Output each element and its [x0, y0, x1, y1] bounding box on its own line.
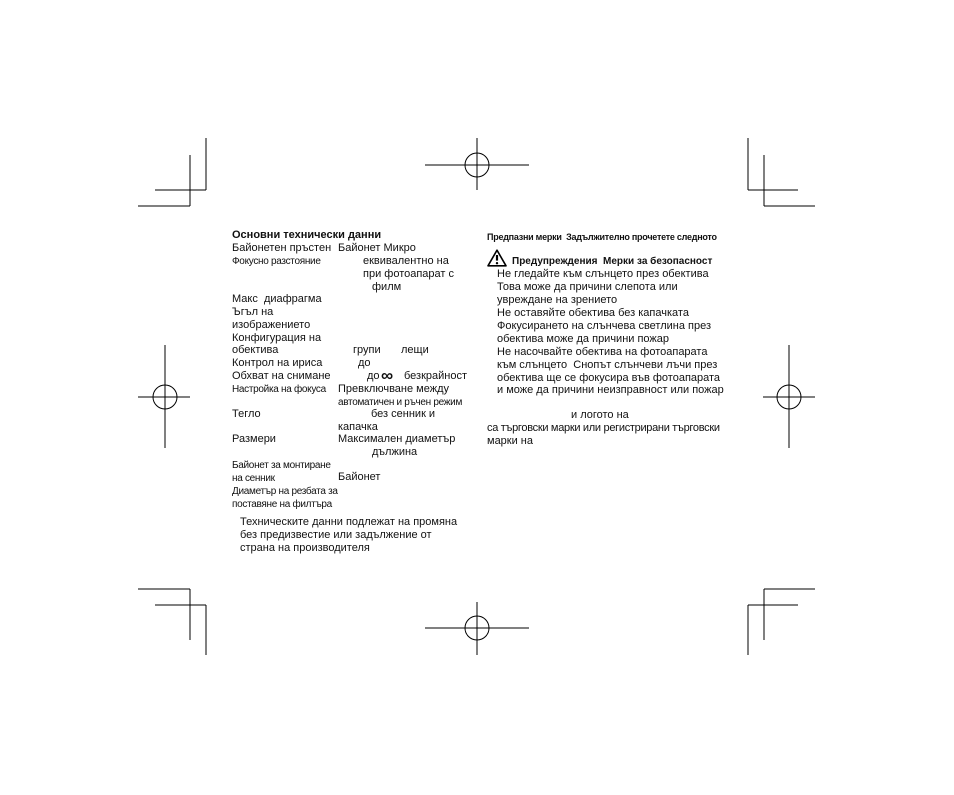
spec-label-weight: Тегло	[232, 408, 261, 420]
precaution-line: обектива ще се фокусира във фотоапарата	[497, 372, 721, 384]
warning-title: Предупреждения Мерки за безопасност	[512, 256, 713, 267]
spec-value-lens-groups: групи	[353, 344, 381, 356]
trademark-line: и логото на	[571, 409, 629, 421]
spec-label-focus-range: Обхват на снимане	[232, 370, 331, 382]
spec-value-focal-length-line: при фотоапарат с	[363, 268, 455, 280]
spec-value-lens-elements: лещи	[401, 344, 429, 356]
spec-label-filter-thread: поставяне на филтъра	[232, 499, 332, 510]
spec-label-angle-of-view: изображението	[232, 319, 311, 331]
spec-label-lens-config: Конфигурация на	[232, 332, 322, 344]
spec-value-focus-range-to: до	[367, 370, 380, 382]
spec-value-aperture-control: до	[358, 357, 371, 369]
precaution-line: увреждане на зрението	[497, 294, 618, 306]
spec-value-mount: Байонет Микро	[338, 242, 416, 254]
spec-value-weight-line: капачка	[338, 421, 378, 433]
spec-value-dimensions-line: дължина	[372, 446, 418, 458]
spec-value-hood-mount: Байонет	[338, 471, 381, 483]
spec-value-focal-length-line: еквивалентно на	[363, 255, 449, 267]
precaution-line: Фокусирането на слънчева светлина през	[497, 320, 712, 332]
registration-mark-right	[763, 345, 815, 448]
spec-value-focus-mode-line: автоматичен и ръчен режим	[338, 397, 463, 408]
spec-label-focal-length: Фокусно разстояние	[232, 256, 321, 267]
precaution-line: Не гледайте към слънцето през обектива	[497, 268, 709, 280]
registration-mark-top	[425, 138, 529, 190]
spec-value-weight-line: без сенник и	[371, 408, 436, 420]
precaution-line: към слънцето Снопът слънчеви лъчи през	[497, 359, 718, 371]
spec-value-focus-range-infinity: безкрайност	[404, 370, 468, 382]
infinity-icon: ∞	[381, 366, 394, 385]
precautions-heading: Предпазни мерки Задължително прочетете следното	[487, 232, 717, 242]
trademark-line: са търговски марки или регистрирани търговски	[487, 422, 720, 434]
spec-label-hood-mount: Байонет за монтиране	[232, 460, 331, 471]
registration-mark-bottom	[425, 602, 529, 655]
crop-mark-bottom-left	[138, 589, 206, 655]
note-line: Техническите данни подлежат на промяна	[240, 516, 458, 528]
spec-value-focal-length-line: филм	[372, 281, 402, 293]
spec-label-max-aperture: Макс диафрагма	[232, 293, 322, 305]
registration-mark-left	[138, 345, 190, 448]
spec-label-hood-mount: на сенник	[232, 473, 275, 484]
spec-label-lens-config: обектива	[232, 344, 279, 356]
note-line: страна на производителя	[240, 542, 370, 554]
precaution-line: Не насочвайте обектива на фотоапарата	[497, 346, 708, 358]
trademark-line: марки на	[487, 435, 534, 447]
spec-value-focus-mode-line: Превключване между	[338, 383, 449, 395]
specs-title: Основни технически данни	[232, 229, 382, 241]
crop-mark-top-left	[138, 138, 206, 206]
spec-label-mount: Байонетен пръстен	[232, 242, 332, 254]
spec-label-angle-of-view: Ъгъл на	[232, 306, 274, 318]
spec-label-dimensions: Размери	[232, 433, 276, 445]
spec-label-focus-mode: Настройка на фокуса	[232, 384, 326, 395]
spec-value-dimensions-line: Максимален диаметър	[338, 433, 456, 445]
warning-triangle-icon	[487, 249, 507, 267]
note-line: без предизвестие или задължение от	[240, 529, 432, 541]
spec-label-aperture-control: Контрол на ириса	[232, 357, 323, 369]
precaution-line: и може да причини неизправност или пожар	[497, 384, 724, 396]
spec-label-filter-thread: Диаметър на резбата за	[232, 486, 338, 497]
precaution-line: Не оставяйте обектива без капачката	[497, 307, 689, 319]
precaution-line: Това може да причини слепота или	[497, 281, 678, 293]
crop-mark-bottom-right	[748, 589, 815, 655]
crop-mark-top-right	[748, 138, 815, 206]
precaution-line: обектива може да причини пожар	[497, 333, 670, 345]
